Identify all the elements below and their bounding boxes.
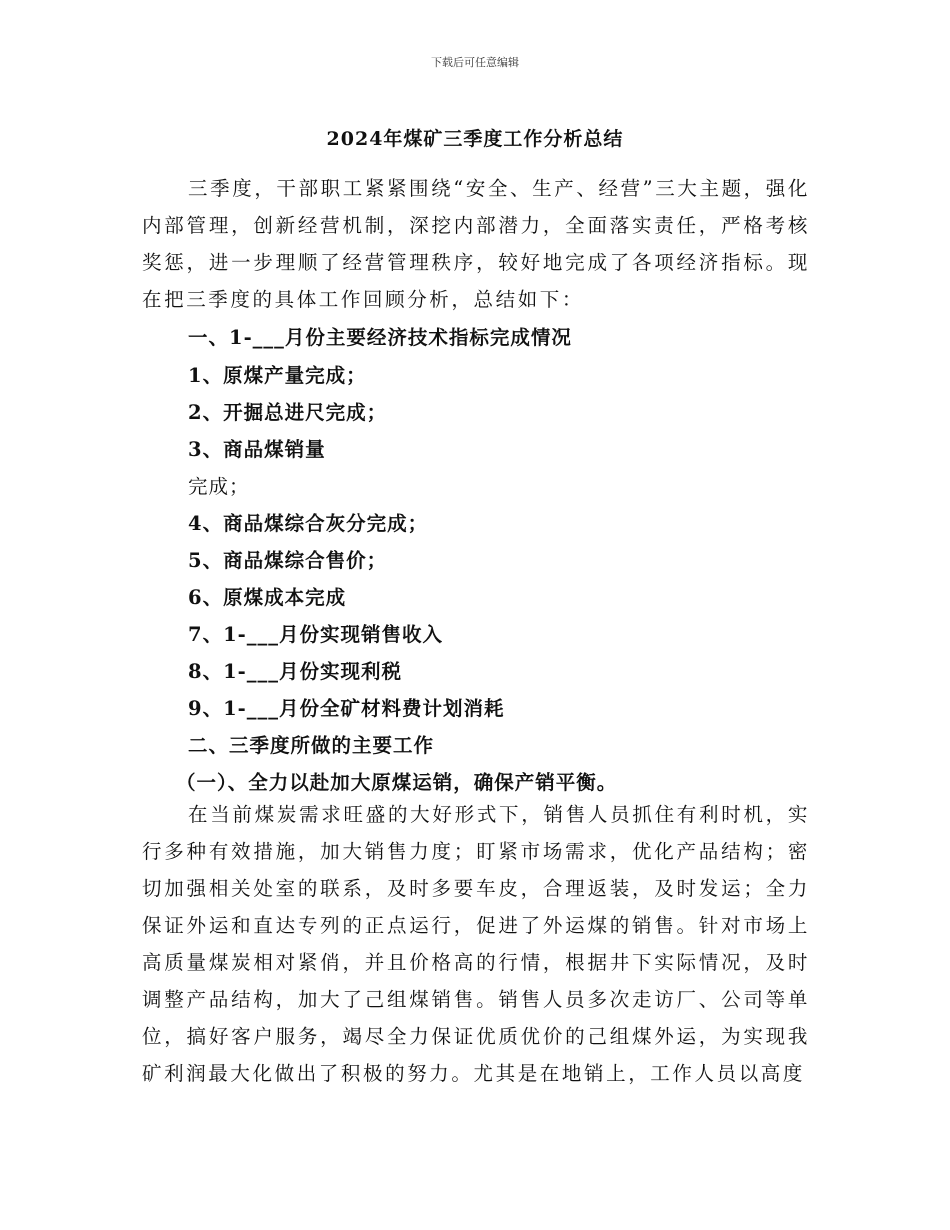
indicator-item: 6、原煤成本完成 [188, 586, 347, 609]
indicator-item: 5、商品煤综合售价； [188, 549, 388, 572]
indicator-item: 7、1-___月份实现销售收入 [188, 623, 443, 646]
indicator-item: 2、开掘总进尺完成； [188, 401, 388, 424]
indicator-item: 9、1-___月份全矿材料费计划消耗 [188, 697, 505, 720]
indicator-item-continuation: 完成； [188, 475, 250, 498]
intro-paragraph: 三季度，干部职工紧紧围绕“安全、生产、经营”三大主题，强化内部管理，创新经营机制，深挖内部潜力，全面落实责任，严格考核奖惩，进一步理顺了经营管理秩序，较好地完成了各项经济指标。现在把三季度的具体工作回顾分析，总结如下： [142, 177, 810, 311]
indicator-item: 1、原煤产量完成； [188, 364, 367, 387]
indicator-item: 8、1-___月份实现利税 [188, 660, 402, 683]
indicator-item: 4、商品煤综合灰分完成； [188, 512, 429, 535]
section-heading-main-work: 二、三季度所做的主要工作 [188, 734, 435, 757]
document-title: 2024年煤矿三季度工作分析总结 [326, 128, 624, 150]
indicator-item: 3、商品煤销量 [188, 438, 326, 461]
header-note: 下载后可任意编辑 [431, 56, 519, 69]
subsection-heading: （一）、全力以赴加大原煤运销，确保产销平衡。 [176, 771, 618, 794]
body-paragraph: 在当前煤炭需求旺盛的大好形式下，销售人员抓住有利时机，实行多种有效措施，加大销售力度；盯紧市场需求，优化产品结构；密切加强相关处室的联系，及时多要车皮，合理返装，及时发运；全力保证外运和直达专列的正点运行，促进了外运煤的销售。针对市场上高质量煤炭相对紧俏，并且价格高的行情，根据井下实际情况，及时调整产品结构，加大了己组煤销售。销售人员多次走访厂、公司等单位，搞好客户服务，竭尽全力保证优质优价的己组煤外运，为实现我矿利润最大化做出了积极的努力。尤其是在地销上，工作人员以高度 [142, 803, 810, 1085]
section-heading-indicators: 一、1-___月份主要经济技术指标完成情况 [188, 326, 572, 349]
